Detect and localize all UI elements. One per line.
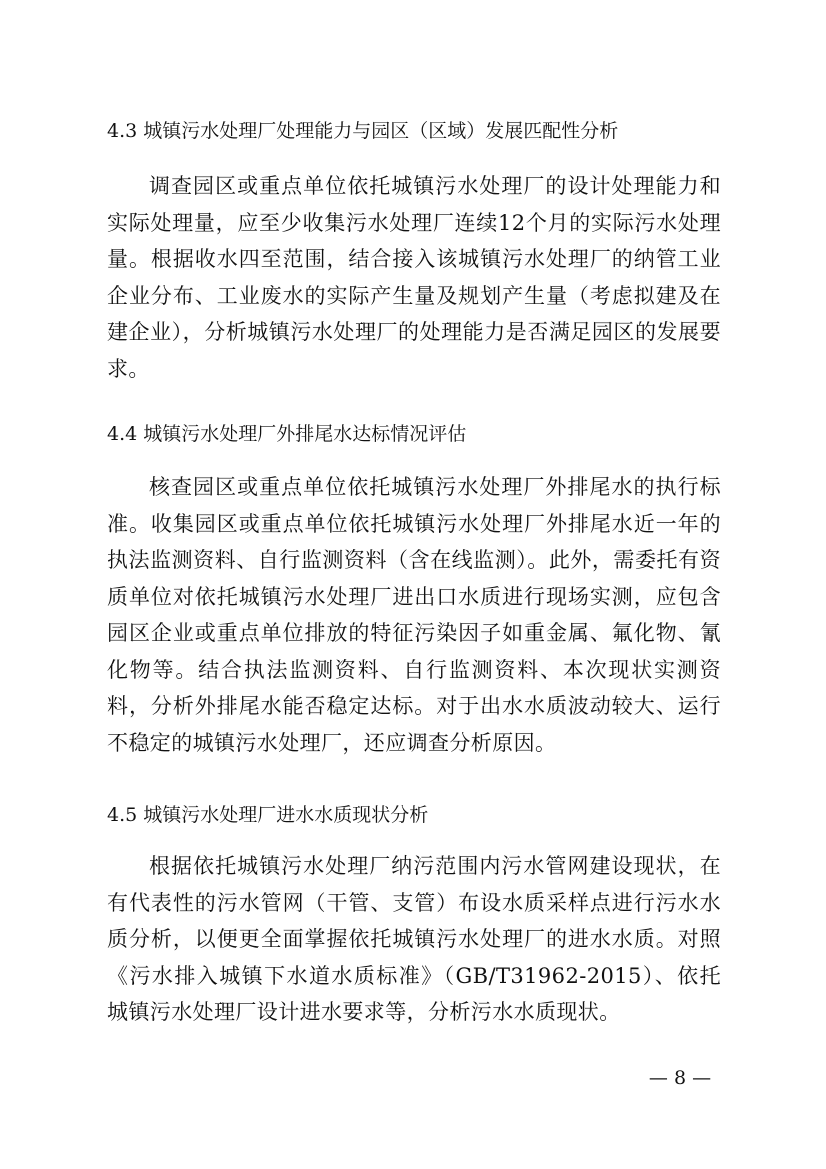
section-heading-4-5: 4.5 城镇污水处理厂进水水质现状分析 [107,804,429,826]
section-heading-4-3: 4.3 城镇污水处理厂处理能力与园区（区域）发展匹配性分析 [107,120,619,142]
section-heading-4-4: 4.4 城镇污水处理厂外排尾水达标情况评估 [107,423,467,445]
section-paragraph-4-4: 核查园区或重点单位依托城镇污水处理厂外排尾水的执行标准。收集园区或重点单位依托城镇污水处理厂外排尾水近一年的执法监测资料、自行监测资料（含在线监测）。此外，需委托有资质单位对依托城镇污水处理厂进出口水质进行现场实测，应包含园区企业或重点单位排放的特征污染因子如重金属、氟化物、氰化物等。结合执法监测资料、自行监测资料、本次现状实测资料，分析外排尾水能否稳定达标。对于出水水质波动较大、运行不稳定的城镇污水处理厂，还应调查分析原因。 [107,475,721,755]
section-paragraph-4-3: 调查园区或重点单位依托城镇污水处理厂的设计处理能力和实际处理量，应至少收集污水处理厂连续12个月的实际污水处理量。根据收水四至范围，结合接入该城镇污水处理厂的纳管工业企业分布、工业废水的实际产生量及规划产生量（考虑拟建及在建企业），分析城镇污水处理厂的处理能力是否满足园区的发展要求。 [107,174,721,381]
page-number: — 8 — [648,1067,712,1089]
section-paragraph-4-5: 根据依托城镇污水处理厂纳污范围内污水管网建设现状，在有代表性的污水管网（干管、支管）布设水质采样点进行污水水质分析，以便更全面掌握依托城镇污水处理厂的进水水质。对照《污水排入城镇下水道水质标准》（GB/T31962-2015）、依托城镇污水处理厂设计进水要求等，分析污水水质现状。 [107,854,721,1024]
